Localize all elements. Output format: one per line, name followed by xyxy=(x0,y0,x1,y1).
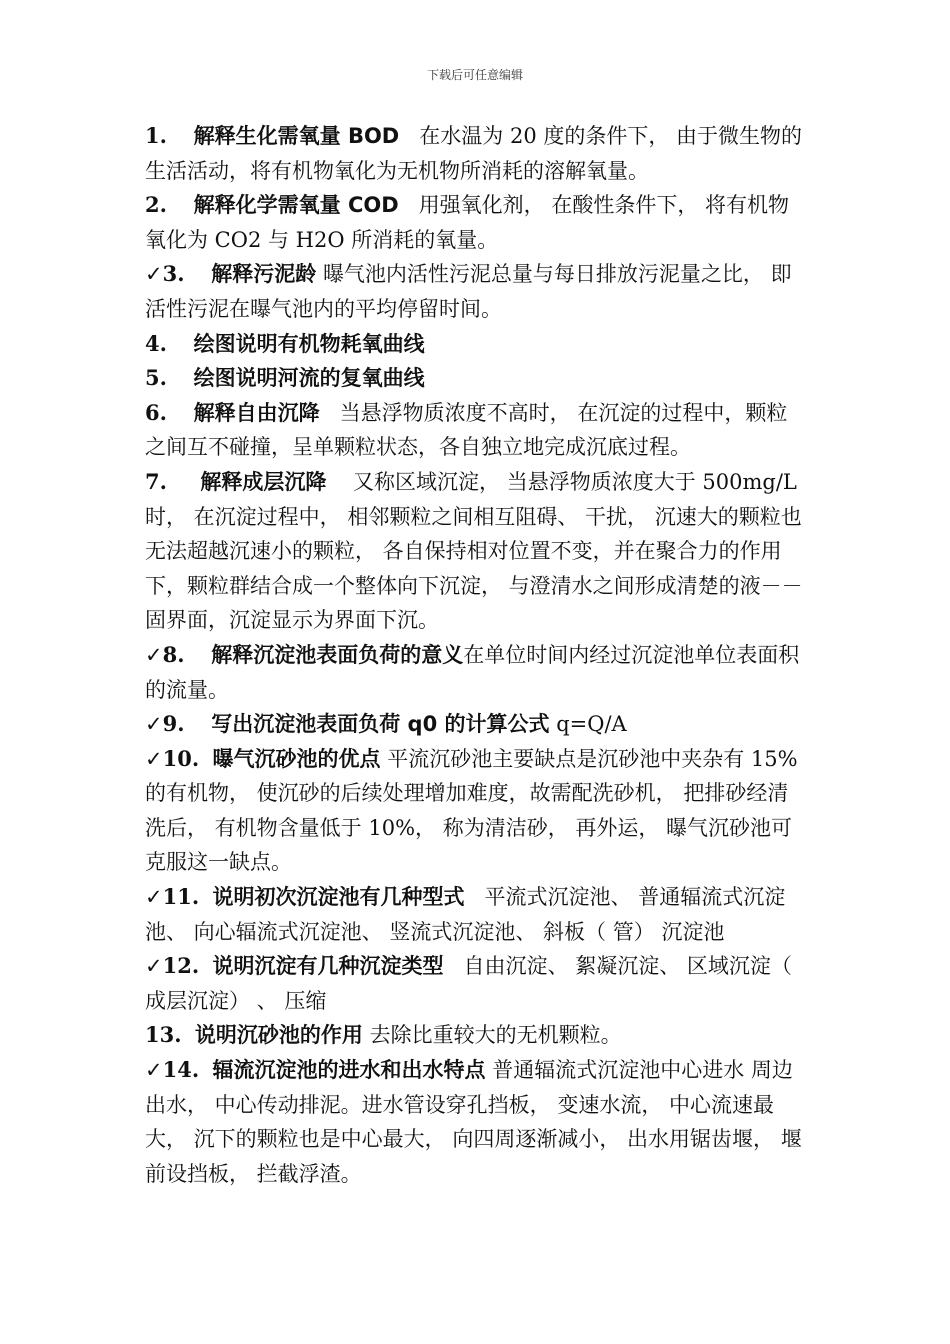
item-number: 3. xyxy=(162,261,185,287)
item-definition: 又称区域沉淀， 当悬浮物质浓度大于 500mg/L 时， 在沉淀过程中， 相邻颗粒之间相互阻碍、 干扰， 沉速大的颗粒也无法超越沉速小的颗粒， 各自保持相对位置不变，并在聚合力的作用下，颗粒群结合成一个整体向下沉淀， 与澄清水之间形成清楚的液－－固界面，沉淀显示为界面下沉。 xyxy=(145,469,803,633)
item-number: 11. xyxy=(162,884,200,910)
item-definition: 在单位时间内经过沉淀池单位表面积的流量。 xyxy=(145,642,800,702)
item-definition: 当悬浮物质浓度不高时， 在沉淀的过程中，颗粒之间互不碰撞，呈单颗粒状态，各自独立地完成沉底过程。 xyxy=(145,400,788,460)
item-definition: 用强氧化剂， 在酸性条件下， 将有机物氧化为 CO2 与 H2O 所消耗的氧量。 xyxy=(145,193,790,252)
document-body xyxy=(145,119,807,1191)
check-mark-icon: ✓ xyxy=(145,712,163,737)
item-definition: 平流式沉淀池、 普通辐流式沉淀池、 向心辐流式沉淀池、 竖流式沉淀池、 斜板（ 管） 沉淀池 xyxy=(145,885,786,944)
item-term: 绘图说明有机物耗氧曲线 xyxy=(193,331,425,356)
item-definition: 在水温为 20 度的条件下， 由于微生物的生活活动，将有机物氧化为无机物所消耗的溶解氧量。 xyxy=(145,124,803,183)
list-item xyxy=(145,327,807,362)
item-number: 1. xyxy=(145,123,167,148)
item-number: 6. xyxy=(145,399,167,425)
check-mark-icon: ✓ xyxy=(145,642,163,667)
check-mark-icon: ✓ xyxy=(145,746,163,771)
item-term: 说明沉淀有几种沉淀类型 xyxy=(212,954,444,979)
item-term: 解释自由沉降 xyxy=(193,400,320,425)
item-term: 解释污泥龄 xyxy=(211,262,317,287)
item-term: 解释沉淀池表面负荷的意义 xyxy=(211,642,464,667)
item-number: 9. xyxy=(162,711,185,737)
item-term: 解释化学需氧量 COD xyxy=(193,193,399,218)
list-item xyxy=(145,119,807,188)
list-item xyxy=(145,1053,807,1191)
item-term: 辐流沉淀池的进水和出水特点 xyxy=(212,1058,486,1083)
item-definition: q=Q/A xyxy=(556,712,627,737)
item-definition: 去除比重较大的无机颗粒。 xyxy=(369,1023,622,1048)
list-item xyxy=(145,396,807,465)
item-number: 8. xyxy=(162,641,185,667)
item-number: 13. xyxy=(145,1022,182,1048)
item-definition: 自由沉淀、 絮凝沉淀、 区域沉淀（ 成层沉淀） 、 压缩 xyxy=(145,954,792,1013)
list-item xyxy=(145,465,807,638)
item-term: 曝气沉砂池的优点 xyxy=(212,746,381,771)
item-number: 12. xyxy=(162,953,200,979)
item-term: 写出沉淀池表面负荷 q0 的计算公式 xyxy=(211,712,550,737)
list-item xyxy=(145,1018,807,1053)
item-term: 解释生化需氧量 BOD xyxy=(193,124,400,148)
item-definition: 平流沉砂池主要缺点是沉砂池中夹杂有 15%的有机物， 使沉砂的后续处理增加难度，故需配洗砂机， 把排砂经清洗后， 有机物含量低于 10%， 称为清洁砂， 再外运， 曝气沉砂池可克服这一缺点。 xyxy=(145,746,798,875)
item-definition: 曝气池内活性污泥总量与每日排放污泥量之比， 即活性污泥在曝气池内的平均停留时间。 xyxy=(145,262,792,321)
item-term: 绘图说明河流的复氧曲线 xyxy=(193,366,425,391)
list-item xyxy=(145,707,807,742)
list-item xyxy=(145,949,807,1018)
list-item xyxy=(145,880,807,949)
check-mark-icon: ✓ xyxy=(145,262,163,287)
item-term: 说明初次沉淀池有几种型式 xyxy=(212,885,465,910)
list-item xyxy=(145,257,807,326)
check-mark-icon: ✓ xyxy=(145,954,163,979)
item-term: 说明沉砂池的作用 xyxy=(194,1023,363,1048)
item-number: 7. xyxy=(145,468,167,494)
item-number: 10. xyxy=(162,745,200,771)
list-item xyxy=(145,188,807,257)
check-mark-icon: ✓ xyxy=(145,1058,163,1083)
item-number: 5. xyxy=(145,365,167,391)
item-definition: 普通辐流式沉淀池中心进水 周边出水， 中心传动排泥。进水管设穿孔挡板， 变速水流， 中心流速最大， 沉下的颗粒也是中心最大， 向四周逐渐减小， 出水用锯齿堰， 堰前设挡板， 拦截浮渣。 xyxy=(145,1058,802,1186)
page-header: 下载后可任意编辑 xyxy=(426,68,523,82)
list-item xyxy=(145,361,807,396)
list-item xyxy=(145,638,807,707)
check-mark-icon: ✓ xyxy=(145,885,163,910)
list-item xyxy=(145,742,807,880)
item-term: 解释成层沉降 xyxy=(200,469,327,494)
item-number: 2. xyxy=(145,192,167,218)
item-number: 14. xyxy=(162,1057,200,1083)
item-number: 4. xyxy=(145,330,167,356)
